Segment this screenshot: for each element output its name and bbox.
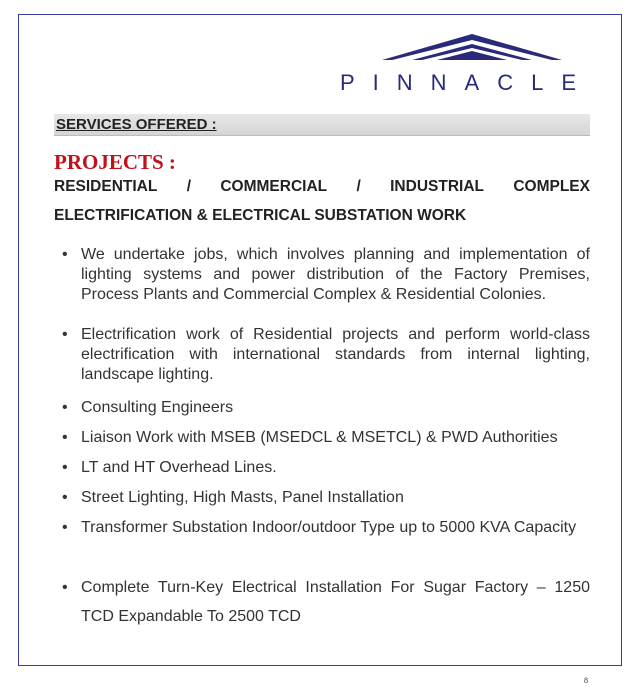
subheading-word: RESIDENTIAL	[54, 178, 158, 195]
list-item	[62, 488, 590, 508]
projects-subheading-line1	[54, 178, 590, 196]
bullet-icon: •	[62, 579, 68, 596]
list-item-text: Transformer Substation Indoor/outdoor Type up to 5000 KVA Capacity	[81, 519, 577, 536]
bullet-icon: •	[62, 246, 68, 263]
roof-logo-icon	[382, 32, 562, 62]
subheading-word: COMPLEX	[513, 178, 590, 195]
subheading-word: INDUSTRIAL	[390, 178, 484, 195]
bullet-icon: •	[62, 326, 68, 343]
list-item-text: Street Lighting, High Masts, Panel Installation	[81, 489, 404, 506]
subheading-word: /	[186, 178, 191, 195]
subheading-word: COMMERCIAL	[220, 178, 328, 195]
list-item	[62, 398, 590, 418]
projects-heading: PROJECTS :	[54, 150, 176, 174]
bullet-icon: •	[62, 429, 68, 446]
list-item	[62, 513, 590, 542]
projects-subheading-line2: ELECTRIFICATION & ELECTRICAL SUBSTATION WORK	[54, 207, 467, 224]
bullet-icon: •	[62, 489, 68, 506]
bullet-icon: •	[62, 399, 68, 416]
section-header-bar	[54, 114, 590, 136]
list-item	[62, 458, 590, 478]
list-item	[62, 325, 590, 385]
list-item-text: Electrification work of Residential projects and perform world-class electrification with international standards from internal lighting, landscape lighting.	[81, 326, 590, 383]
logo-wordmark: PINNACLE	[340, 70, 595, 95]
bullet-icon: •	[62, 459, 68, 476]
bullet-icon: •	[62, 519, 68, 536]
list-item	[62, 573, 590, 631]
section-title: SERVICES OFFERED :	[56, 116, 217, 133]
subheading-word: /	[356, 178, 361, 195]
list-item-text: Liaison Work with MSEB (MSEDCL & MSETCL) & PWD Authorities	[81, 429, 558, 446]
list-item-text: We undertake jobs, which involves planning and implementation of lighting systems and power distribution of the Factory Premises, Process Plants and Commercial Complex & Residential Colonies.	[81, 246, 590, 303]
list-item-text: Complete Turn-Key Electrical Installation For Sugar Factory – 1250 TCD Expandable To 2500 TCD	[81, 579, 590, 625]
list-item	[62, 245, 590, 305]
list-item	[62, 428, 590, 448]
list-item-text: Consulting Engineers	[81, 399, 234, 416]
page-number: 8	[584, 676, 588, 685]
pinnacle-logo	[340, 32, 595, 102]
list-item-text: LT and HT Overhead Lines.	[81, 459, 277, 476]
